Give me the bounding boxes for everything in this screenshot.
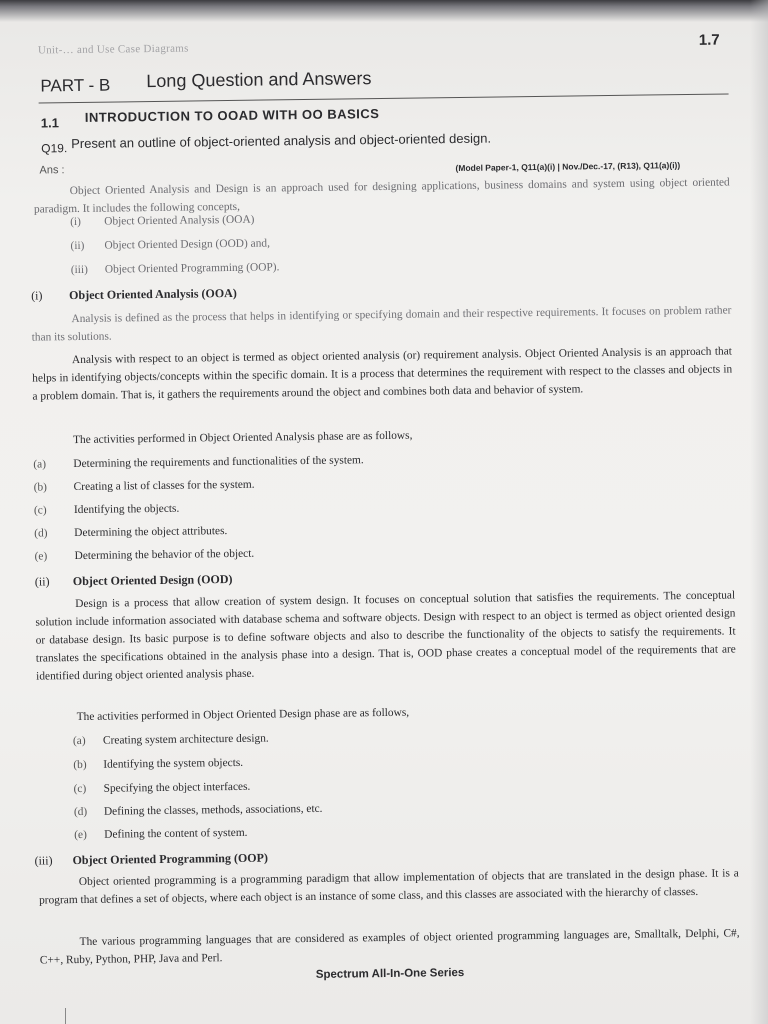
list-item <box>34 548 254 563</box>
list-item-text: Creating a list of classes for the system. <box>73 478 255 494</box>
list-item-text: Defining the content of system. <box>104 826 248 841</box>
list-item-text: Defining the classes, methods, associations, etc. <box>103 802 323 818</box>
list-marker: (e) <box>34 550 48 563</box>
ood-paragraph-1: Design is a process that allow creation of system design. It focuses on conceptual solution that satisfies the requirements. The conceptual solution include information associated with database schema and software objects. Design with respect to an object is termed as object oriented design or database design. Its basic purpose is to define software objects and also to describe the functionality of the objects to satisfy the requirements. It translates the specifications obtained in the analysis phase into a design. That is, OOD phase creates a conceptual model of the requirements that are identified during object oriented analysis phase. <box>35 589 736 683</box>
list-item-text: Identifying the objects. <box>73 502 180 517</box>
list-item-text: Object Oriented Design (OOD) and, <box>104 237 270 252</box>
ooa-paragraph-1: Analysis is defined as the process that helps in identifying or specifying domain and their respective requirements. It focuses on problem rather than its solutions. <box>31 304 732 344</box>
list-marker: (ii) <box>70 239 85 253</box>
answer-label: Ans : <box>39 164 65 177</box>
list-marker: (i) <box>70 215 82 229</box>
list-marker: (a) <box>72 734 86 748</box>
list-marker: (b) <box>33 481 48 494</box>
section-number: 1.1 <box>40 115 60 131</box>
list-item <box>74 781 251 795</box>
list-marker: (c) <box>73 782 87 796</box>
list-item <box>74 803 323 818</box>
list-marker: (a) <box>33 458 47 471</box>
list-item <box>34 479 255 494</box>
list-item-text: Object Oriented Programming (OOP). <box>104 261 280 276</box>
list-marker: (d) <box>73 805 88 819</box>
running-header: Unit-… and Use Case Diagrams <box>37 42 189 57</box>
list-item-text: Determining the requirements and functionalities of the system. <box>73 454 364 471</box>
list-item-text: Specifying the object interfaces. <box>103 780 251 795</box>
oop-paragraph-2: The various programming languages that are considered as examples of object oriented programming languages are, Smalltalk, Delphi, C#, C++, Ruby, Python, PHP, Java and Perl. <box>39 927 740 967</box>
heading-marker: (i) <box>31 288 43 303</box>
list-item-text: Determining the object attributes. <box>74 525 228 540</box>
list-item <box>70 237 270 252</box>
heading-text: Object Oriented Analysis (OOA) <box>69 285 237 303</box>
title-rule <box>39 93 729 103</box>
question-number: Q19. <box>41 141 68 156</box>
list-marker: (c) <box>33 504 47 517</box>
ood-heading <box>35 572 233 590</box>
list-item-text: Creating system architecture design. <box>102 732 269 747</box>
page-mark <box>65 1008 66 1024</box>
list-item <box>73 757 243 771</box>
ooa-activities-intro: The activities performed in Object Oriented Analysis phase are as follows, <box>72 429 413 447</box>
page-number: 1.7 <box>698 31 720 49</box>
heading-text: Object Oriented Design (OOD) <box>72 571 233 589</box>
list-item <box>74 827 247 841</box>
list-item-text: Object Oriented Analysis (OOA) <box>104 213 255 228</box>
oop-paragraph-1: Object oriented programming is a programming paradigm that allow implementation of objects that are translated in the design phase. It is a program that defines a set of objects, where each object is an instance of some class, and this classes are associated with the hierarchy of classes. <box>38 867 739 907</box>
list-item <box>33 454 364 470</box>
ooa-heading <box>31 286 237 304</box>
ood-activities-intro: The activities performed in Object Oriented Design phase are as follows, <box>76 706 410 724</box>
part-label: PART - B <box>40 75 111 96</box>
list-marker: (d) <box>34 527 48 540</box>
oop-heading <box>34 851 268 869</box>
intro-paragraph: Object Oriented Analysis and Design is an approach used for designing applications, business domains and system using object oriented paradigm. It includes the following concepts, <box>33 176 730 216</box>
heading-text: Object Oriented Programming (OOP) <box>72 850 269 868</box>
list-item <box>71 261 280 276</box>
list-item-text: Identifying the system objects. <box>103 756 244 771</box>
list-item <box>70 214 254 228</box>
series-footer: Spectrum All-In-One Series <box>315 966 465 981</box>
heading-marker: (ii) <box>34 574 50 589</box>
list-marker: (iii) <box>70 263 88 277</box>
ooa-paragraph-2: Analysis with respect to an object is termed as object oriented analysis (or) requirement analysis. Object Oriented Analysis is an approach that helps in identifying objects/concepts within the specific domain. It is a process that determines the requirement with respect to the classes and objects in a problem domain. That is, it gathers the requirements around the object and combines both data and behavior of system. <box>32 345 733 403</box>
list-marker: (b) <box>73 758 87 772</box>
section-title: INTRODUCTION TO OOAD WITH OO BASICS <box>84 106 380 125</box>
question-text: Present an outline of object-oriented analysis and object-oriented design. <box>71 130 492 152</box>
list-item <box>34 525 227 540</box>
list-item <box>73 733 269 748</box>
list-item <box>34 503 179 517</box>
part-title: Long Question and Answers <box>146 68 372 92</box>
list-marker: (e) <box>74 828 87 842</box>
exam-reference: (Model Paper-1, Q11(a)(i) | Nov./Dec.-17, (R13), Q11(a)(i)) <box>455 160 681 174</box>
list-item-text: Determining the behavior of the object. <box>74 547 255 563</box>
heading-marker: (iii) <box>34 853 53 868</box>
